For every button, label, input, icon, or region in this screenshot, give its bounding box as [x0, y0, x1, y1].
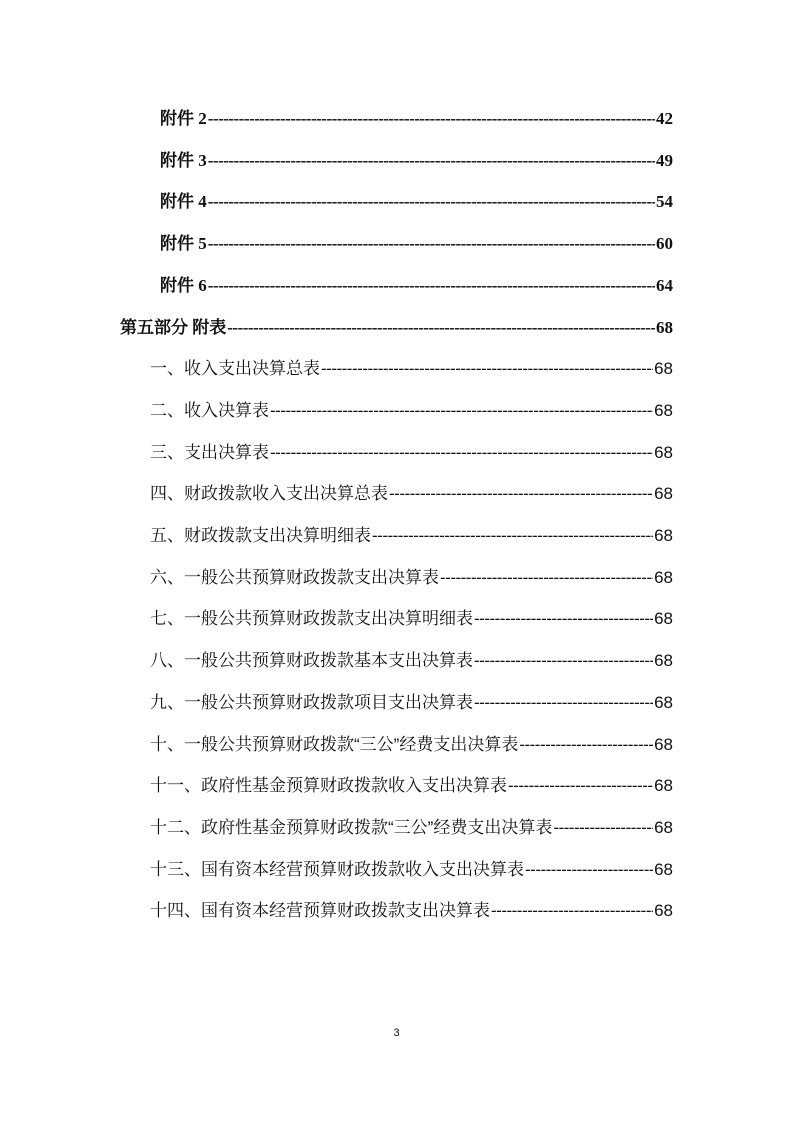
- toc-entry[interactable]: [160, 146, 673, 172]
- dot-leader: [508, 776, 653, 796]
- dot-leader: [440, 568, 653, 588]
- toc-entry-page: 68: [654, 442, 673, 462]
- dot-leader: [389, 484, 653, 504]
- toc-entry[interactable]: [150, 396, 673, 422]
- toc-entry-page: 68: [654, 859, 673, 879]
- toc-entry-page: 68: [654, 526, 673, 545]
- toc-entry[interactable]: [150, 563, 673, 589]
- toc-entry-page: 54: [656, 192, 673, 212]
- dot-leader: [208, 276, 655, 296]
- toc-entry-title: 三、支出决算表: [150, 442, 269, 462]
- dot-leader: [270, 401, 653, 421]
- dot-leader: [208, 109, 655, 129]
- toc-entry[interactable]: [150, 771, 673, 797]
- toc-entry-title: 十二、政府性基金预算财政拨款“三公”经费支出决算表: [150, 817, 553, 837]
- toc-entry-page: 68: [654, 359, 673, 379]
- toc-entry-page: 68: [654, 734, 673, 754]
- toc-entry[interactable]: [160, 271, 673, 297]
- toc-entry[interactable]: [150, 479, 673, 505]
- toc-entry-page: 60: [656, 234, 673, 254]
- dot-leader: [208, 234, 655, 254]
- dot-leader: [474, 651, 653, 671]
- toc-entry-page: 68: [656, 317, 673, 337]
- toc-entry-title: 二、收入决算表: [150, 400, 269, 420]
- toc-entry-page: 68: [654, 651, 673, 671]
- toc-entry[interactable]: [160, 104, 673, 130]
- toc-entry-title: 九、一般公共预算财政拨款项目支出决算表: [150, 692, 473, 712]
- dot-leader: [491, 901, 653, 921]
- toc-entry-title: 十、一般公共预算财政拨款“三公”经费支出决算表: [150, 734, 519, 754]
- toc-entry-page: 68: [654, 400, 673, 420]
- toc-entry[interactable]: [150, 604, 673, 630]
- toc-entry[interactable]: [150, 688, 673, 714]
- toc-entry-title: 附件 5: [160, 234, 207, 254]
- dot-leader: [474, 693, 653, 713]
- toc-entry[interactable]: [150, 438, 673, 464]
- toc-entry-page: 68: [654, 692, 673, 712]
- toc-entry-title: 附件 3: [160, 150, 207, 170]
- toc-entry[interactable]: [150, 521, 673, 547]
- toc-entry[interactable]: [160, 229, 673, 255]
- toc-entry-title: 十四、国有资本经营预算财政拨款支出决算表: [150, 901, 490, 921]
- dot-leader: [553, 818, 653, 838]
- dot-leader: [270, 443, 653, 463]
- toc-entry-title: 六、一般公共预算财政拨款支出决算表: [150, 567, 439, 587]
- toc-entry[interactable]: [150, 896, 673, 922]
- dot-leader: [227, 318, 655, 338]
- toc-entry[interactable]: [150, 354, 673, 380]
- toc-entry-page: 68: [654, 901, 673, 921]
- toc-entry[interactable]: [150, 730, 673, 756]
- toc-entry[interactable]: [150, 813, 673, 839]
- toc-entry-page: 49: [656, 150, 673, 170]
- toc-entry-page: 68: [654, 817, 673, 837]
- dot-leader: [208, 192, 655, 212]
- toc-entry-title: 八、一般公共预算财政拨款基本支出决算表: [150, 651, 473, 671]
- dot-leader: [519, 735, 653, 755]
- dot-leader: [321, 359, 653, 379]
- toc-entry-page: 64: [656, 275, 673, 295]
- toc-entry-page: 68: [654, 484, 673, 504]
- toc-entry-title: 五、财政拨款支出决算明细表: [150, 526, 371, 545]
- toc-entry-title: 第五部分 附表: [120, 317, 227, 337]
- dot-leader: [474, 609, 653, 629]
- toc-entry-title: 十三、国有资本经营预算财政拨款收入支出决算表: [150, 859, 524, 879]
- toc-entry-page: 68: [654, 567, 673, 587]
- dot-leader: [372, 526, 653, 546]
- toc-entry-page: 68: [654, 609, 673, 629]
- toc-entry-page: 42: [656, 109, 673, 128]
- toc-entry-title: 附件 4: [160, 192, 207, 212]
- dot-leader: [208, 151, 655, 171]
- toc-entry-title: 附件 6: [160, 275, 207, 295]
- toc-entry[interactable]: [150, 855, 673, 881]
- toc-entry-title: 附件 2: [160, 109, 207, 128]
- toc-entry[interactable]: [150, 646, 673, 672]
- toc-entry-page: 68: [654, 776, 673, 796]
- toc-entry-title: 四、财政拨款收入支出决算总表: [150, 484, 388, 504]
- toc-entry-title: 一、收入支出决算总表: [150, 359, 320, 379]
- toc-entry[interactable]: [120, 313, 673, 339]
- toc-entry-title: 七、一般公共预算财政拨款支出决算明细表: [150, 609, 473, 629]
- toc-entry[interactable]: [160, 187, 673, 213]
- dot-leader: [525, 860, 653, 880]
- toc-entry-title: 十一、政府性基金预算财政拨款收入支出决算表: [150, 776, 507, 796]
- page-number: 3: [393, 1027, 400, 1039]
